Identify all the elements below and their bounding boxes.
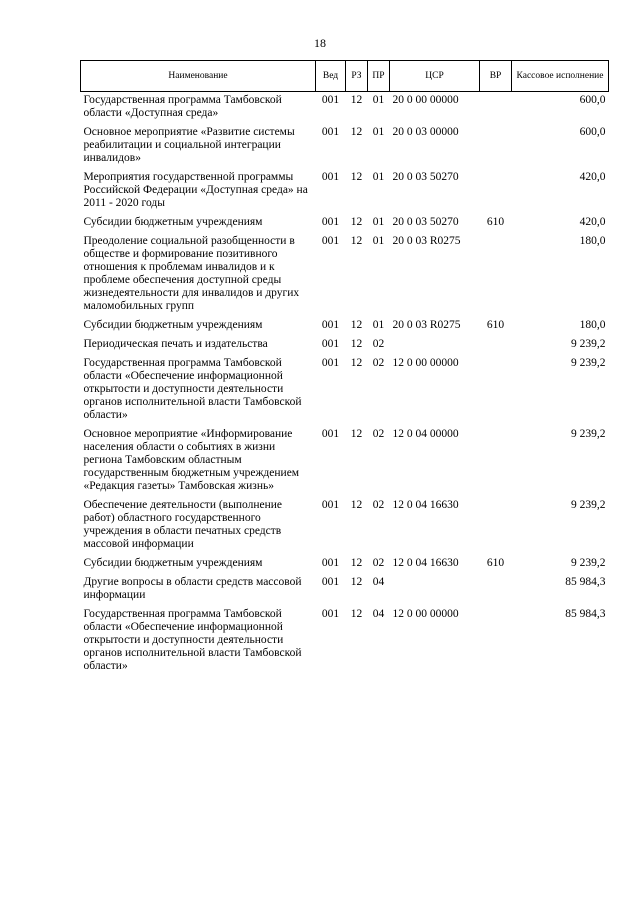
- cell-name: Субсидии бюджетным учреждениям: [83, 319, 263, 331]
- cell-rz: 12: [350, 428, 363, 440]
- table-row: [81, 124, 609, 169]
- cell-vr: [480, 233, 512, 317]
- cell-name: Государственная программа Тамбовской области «Доступная среда»: [83, 94, 282, 119]
- cell-pr: 01: [372, 171, 385, 183]
- cell-rz: 12: [350, 608, 363, 620]
- cell-name: Субсидии бюджетным учреждениям: [83, 557, 263, 569]
- cell-amount: 9 239,2: [571, 428, 606, 440]
- table-row: [81, 606, 609, 677]
- cell-vr: [480, 92, 512, 125]
- cell-amount: 85 984,3: [565, 608, 606, 620]
- cell-pr: 01: [372, 216, 385, 228]
- cell-ved: 001: [321, 428, 340, 440]
- cell-name: Другие вопросы в области средств массовой информации: [83, 576, 302, 601]
- table-header-row: [81, 61, 609, 92]
- table-row: [81, 355, 609, 426]
- cell-name: Обеспечение деятельности (выполнение работ) областного государственного учреждения в области печатных средств массовой информации: [83, 499, 283, 550]
- table-row: [81, 214, 609, 233]
- cell-amount: 9 239,2: [571, 557, 606, 569]
- cell-ved: 001: [321, 126, 340, 138]
- cell-rz: 12: [350, 171, 363, 183]
- cell-ved: 001: [321, 235, 340, 247]
- cell-pr: 02: [372, 357, 385, 369]
- cell-name: Субсидии бюджетным учреждениям: [83, 216, 263, 228]
- cell-csr: 12 0 04 16630: [392, 557, 459, 569]
- header-vr: ВР: [480, 61, 512, 92]
- cell-amount: 9 239,2: [571, 338, 606, 350]
- cell-vr: [480, 497, 512, 555]
- cell-pr: 01: [372, 126, 385, 138]
- cell-ved: 001: [321, 608, 340, 620]
- cell-csr: 20 0 03 R0275: [392, 235, 461, 247]
- cell-rz: 12: [350, 557, 363, 569]
- cell-pr: 02: [372, 557, 385, 569]
- header-csr: ЦСР: [390, 61, 480, 92]
- cell-ved: 001: [321, 319, 340, 331]
- cell-rz: 12: [350, 94, 363, 106]
- cell-csr: 20 0 03 50270: [392, 216, 459, 228]
- table-row: [81, 497, 609, 555]
- cell-vr: [480, 169, 512, 214]
- cell-ved: 001: [321, 557, 340, 569]
- cell-csr: [390, 574, 480, 606]
- cell-name: Периодическая печать и издательства: [83, 338, 268, 350]
- cell-ved: 001: [321, 576, 340, 588]
- cell-csr: 12 0 04 00000: [392, 428, 459, 440]
- cell-pr: 02: [372, 338, 385, 350]
- cell-amount: 9 239,2: [571, 357, 606, 369]
- cell-csr: 20 0 03 50270: [392, 171, 459, 183]
- cell-vr: [480, 336, 512, 355]
- cell-vr: 610: [486, 319, 505, 331]
- cell-amount: 600,0: [579, 126, 606, 138]
- cell-name: Основное мероприятие «Информирование населения области о событиях в жизни региона Тамбовским областным государственным бюджетным учреждением «Редакция газеты» Тамбовская жизнь»: [83, 428, 300, 492]
- cell-csr: 12 0 04 16630: [392, 499, 459, 511]
- cell-ved: 001: [321, 216, 340, 228]
- cell-amount: 420,0: [579, 171, 606, 183]
- cell-pr: 02: [372, 428, 385, 440]
- cell-csr: 20 0 03 00000: [392, 126, 459, 138]
- cell-csr: 12 0 00 00000: [392, 608, 459, 620]
- table-row: [81, 233, 609, 317]
- cell-rz: 12: [350, 319, 363, 331]
- cell-name: Основное мероприятие «Развитие системы реабилитации и социальной интеграции инвалидов»: [83, 126, 295, 164]
- table-row: [81, 92, 609, 125]
- cell-amount: 180,0: [579, 235, 606, 247]
- cell-name: Мероприятия государственной программы Российской Федерации «Доступная среда» на 2011 - 2020 годы: [83, 171, 308, 209]
- cell-ved: 001: [321, 499, 340, 511]
- cell-rz: 12: [350, 235, 363, 247]
- cell-vr: 610: [486, 557, 505, 569]
- header-ved: Вед: [316, 61, 346, 92]
- cell-ved: 001: [321, 171, 340, 183]
- page-number: 18: [314, 36, 326, 50]
- cell-amount: 180,0: [579, 319, 606, 331]
- table-row: [81, 574, 609, 606]
- header-pr: ПР: [368, 61, 390, 92]
- cell-amount: 600,0: [579, 94, 606, 106]
- cell-csr: 12 0 00 00000: [392, 357, 459, 369]
- cell-vr: 610: [486, 216, 505, 228]
- cell-amount: 9 239,2: [571, 499, 606, 511]
- cell-vr: [480, 606, 512, 677]
- cell-pr: 04: [372, 608, 385, 620]
- table-row: [81, 555, 609, 574]
- table-row: [81, 169, 609, 214]
- cell-rz: 12: [350, 338, 363, 350]
- cell-name: Преодоление социальной разобщенности в обществе и формирование позитивного отношения к проблемам инвалидов и к проблеме обеспечения доступной среды жизнедеятельности для инвалидов и других маломобильных групп: [83, 235, 300, 312]
- cell-pr: 01: [372, 319, 385, 331]
- cell-ved: 001: [321, 338, 340, 350]
- cell-pr: 02: [372, 499, 385, 511]
- table-row: [81, 426, 609, 497]
- cell-csr: 20 0 03 R0275: [392, 319, 461, 331]
- cell-csr: [390, 336, 480, 355]
- cell-pr: 01: [372, 94, 385, 106]
- cell-amount: 420,0: [579, 216, 606, 228]
- cell-rz: 12: [350, 357, 363, 369]
- header-amount: Кассовое исполнение: [512, 61, 609, 92]
- cell-rz: 12: [350, 126, 363, 138]
- cell-vr: [480, 355, 512, 426]
- cell-rz: 12: [350, 499, 363, 511]
- table-body: [81, 92, 609, 678]
- cell-pr: 01: [372, 235, 385, 247]
- cell-rz: 12: [350, 576, 363, 588]
- table-row: [81, 336, 609, 355]
- cell-vr: [480, 426, 512, 497]
- header-name: Наименование: [81, 61, 316, 92]
- cell-vr: [480, 124, 512, 169]
- table-row: [81, 317, 609, 336]
- cell-vr: [480, 574, 512, 606]
- cell-name: Государственная программа Тамбовской области «Обеспечение информационной открытости и доступности деятельности органов исполнительной власти Тамбовской области»: [83, 608, 302, 672]
- cell-pr: 04: [372, 576, 385, 588]
- cell-csr: 20 0 00 00000: [392, 94, 459, 106]
- cell-amount: 85 984,3: [565, 576, 606, 588]
- header-rz: РЗ: [346, 61, 368, 92]
- cell-ved: 001: [321, 94, 340, 106]
- cell-ved: 001: [321, 357, 340, 369]
- cell-name: Государственная программа Тамбовской области «Обеспечение информационной открытости и доступности деятельности органов исполнительной власти Тамбовской области»: [83, 357, 302, 421]
- budget-execution-table: [80, 60, 609, 677]
- cell-rz: 12: [350, 216, 363, 228]
